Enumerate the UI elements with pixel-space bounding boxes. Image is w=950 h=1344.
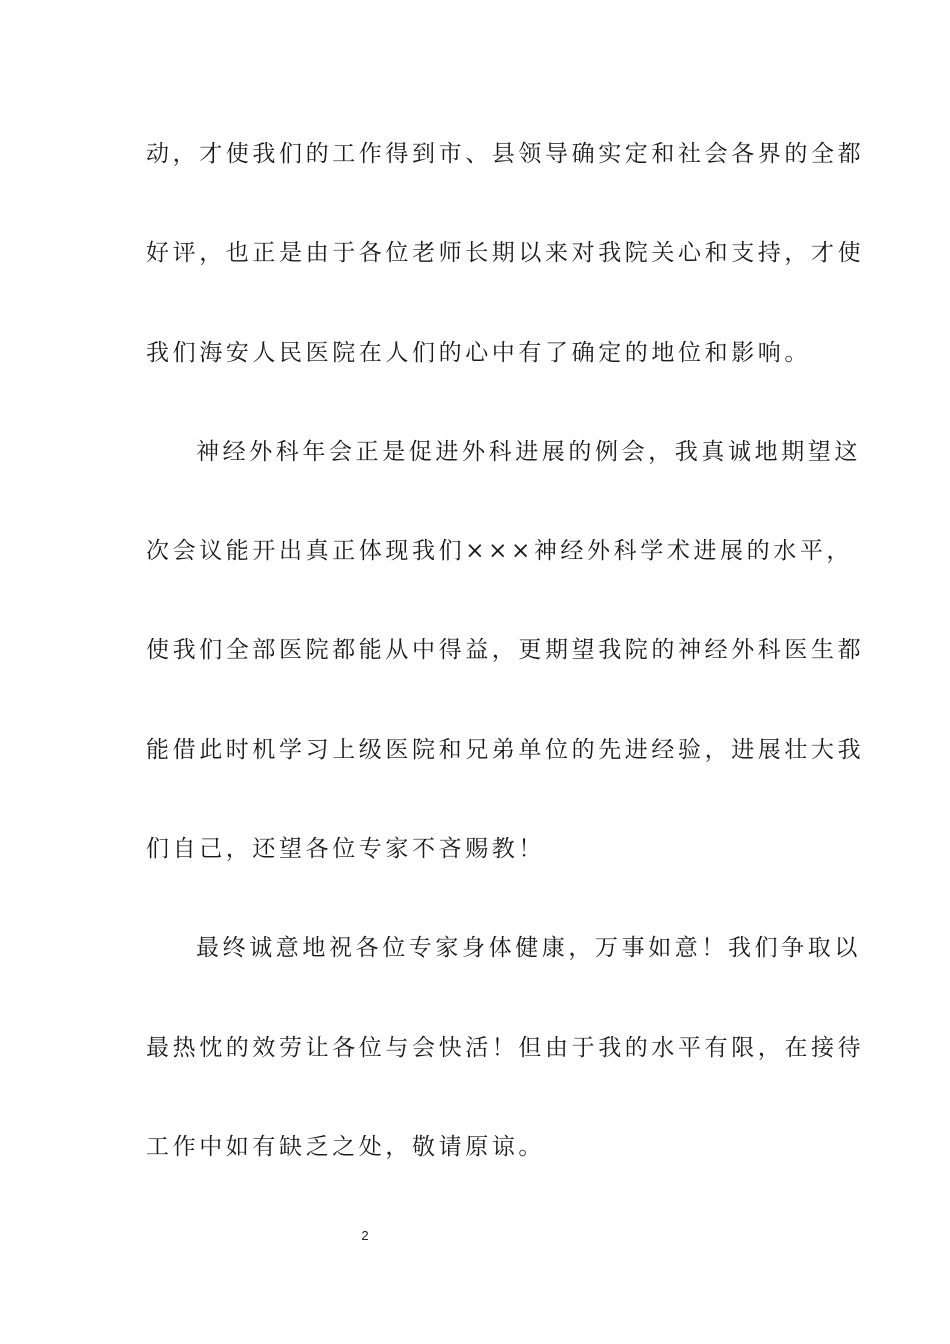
text-line: 能借此时机学习上级医院和兄弟单位的先进经验，进展壮大我	[146, 737, 865, 763]
text-line: 次会议能开出真正体现我们×××神经外科学术进展的水平，	[146, 538, 854, 564]
text-line: 最热忱的效劳让各位与会快活！但由于我的水平有限，在接待	[146, 1035, 865, 1061]
text-line: 我们海安人民医院在人们的心中有了确定的地位和影响。	[146, 340, 811, 366]
text-line: 工作中如有缺乏之处，敬请原谅。	[146, 1134, 545, 1160]
text-line: 动，才使我们的工作得到市、县领导确实定和社会各界的全都	[146, 141, 865, 167]
page-number: 2	[361, 1228, 369, 1243]
text-line: 最终诚意地祝各位专家身体健康，万事如意！我们争取以	[196, 935, 861, 961]
text-line: 使我们全部医院都能从中得益，更期望我院的神经外科医生都	[146, 637, 865, 663]
text-line: 神经外科年会正是促进外科进展的例会，我真诚地期望这	[196, 439, 861, 465]
text-line: 们自己，还望各位专家不吝赐教！	[146, 836, 545, 862]
text-line: 好评，也正是由于各位老师长期以来对我院关心和支持，才使	[146, 240, 865, 266]
